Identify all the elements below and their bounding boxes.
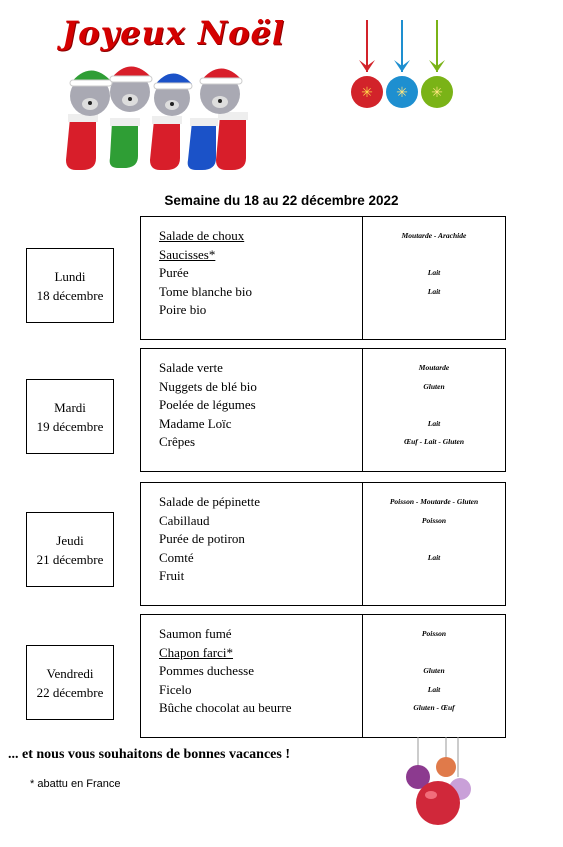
day-name: Lundi [54, 268, 86, 284]
closing-message: ... et nous vous souhaitons de bonnes vacances ! [8, 747, 290, 762]
day-name: Mardi [54, 399, 86, 415]
svg-text:✳: ✳ [431, 86, 443, 101]
dish: Purée [159, 265, 189, 281]
allergen: Gluten [423, 666, 445, 676]
dishes-column [141, 615, 363, 737]
allergens-column [363, 615, 505, 737]
dish: Cabillaud [159, 512, 210, 528]
dish: Bûche chocolat au beurre [159, 700, 292, 716]
day-label-thursday [26, 512, 114, 587]
dishes-column [141, 349, 363, 471]
allergen [363, 396, 505, 415]
dish: Saumon fumé [159, 626, 232, 641]
dish: Comté [159, 549, 194, 565]
day-name: Jeudi [56, 532, 84, 548]
dish: Tome blanche bio [159, 283, 252, 299]
allergen: Poisson [421, 629, 447, 638]
day-date: 18 décembre [36, 287, 104, 303]
allergen: Lait [427, 268, 441, 278]
day-date: 19 décembre [36, 418, 104, 434]
baubles-illustration [398, 737, 478, 827]
dish: Salade verte [159, 360, 223, 375]
day-name: Vendredi [46, 665, 94, 681]
dish: Ficelo [159, 681, 192, 697]
dishes-column [141, 217, 363, 339]
allergen [363, 246, 505, 265]
menu-box-thursday [140, 482, 506, 606]
dish: Saucisses* [159, 246, 216, 262]
dish: Pommes duchesse [159, 663, 254, 679]
allergen [363, 644, 505, 663]
dish: Madame Loïc [159, 415, 232, 431]
allergen: Lait [427, 286, 441, 296]
allergen: Lait [427, 552, 441, 562]
allergen: Moutarde [418, 363, 450, 372]
svg-text:✳: ✳ [396, 86, 408, 101]
day-label-friday [26, 645, 114, 720]
teddy-bears-stockings-illustration [60, 58, 252, 172]
allergen: Lait [427, 684, 441, 694]
dish: Crêpes [159, 434, 196, 450]
allergen: Gluten [423, 381, 445, 391]
menu-box-monday [140, 216, 506, 340]
allergens-column [363, 349, 505, 471]
allergen: Poisson [421, 515, 447, 525]
menu-box-friday [140, 614, 506, 738]
allergen: Lait [427, 418, 441, 428]
dish: Poelée de légumes [159, 397, 256, 413]
allergens-column [363, 483, 505, 605]
allergen: Poisson - Moutarde - Gluten [389, 497, 479, 506]
dishes-column [141, 483, 363, 605]
dish: Nuggets de blé bio [159, 378, 257, 394]
dish: Chapon farci* [159, 644, 234, 660]
allergen [363, 530, 505, 549]
dish: Fruit [159, 568, 185, 584]
dish: Poire bio [159, 302, 207, 318]
day-label-tuesday [26, 379, 114, 454]
dish: Salade de choux [159, 228, 245, 243]
allergen: Œuf - Lait - Gluten [404, 437, 464, 447]
menu-box-tuesday [140, 348, 506, 472]
dish: Salade de pépinette [159, 494, 261, 509]
allergens-column [363, 217, 505, 339]
dish: Purée de potiron [159, 531, 245, 547]
day-date: 22 décembre [36, 684, 104, 700]
week-title: Semaine du 18 au 22 décembre 2022 [164, 193, 399, 208]
allergen: Gluten - Œuf [413, 703, 455, 713]
day-date: 21 décembre [36, 551, 104, 567]
allergen [363, 567, 505, 586]
banner-title: Joyeux Noël [62, 14, 286, 52]
hanging-ornaments-illustration [345, 20, 460, 115]
day-label-monday [26, 248, 114, 323]
allergen [363, 301, 505, 320]
footnote: * abattu en France [30, 778, 121, 790]
allergen: Moutarde - Arachide [401, 231, 467, 240]
svg-text:✳: ✳ [361, 86, 373, 101]
